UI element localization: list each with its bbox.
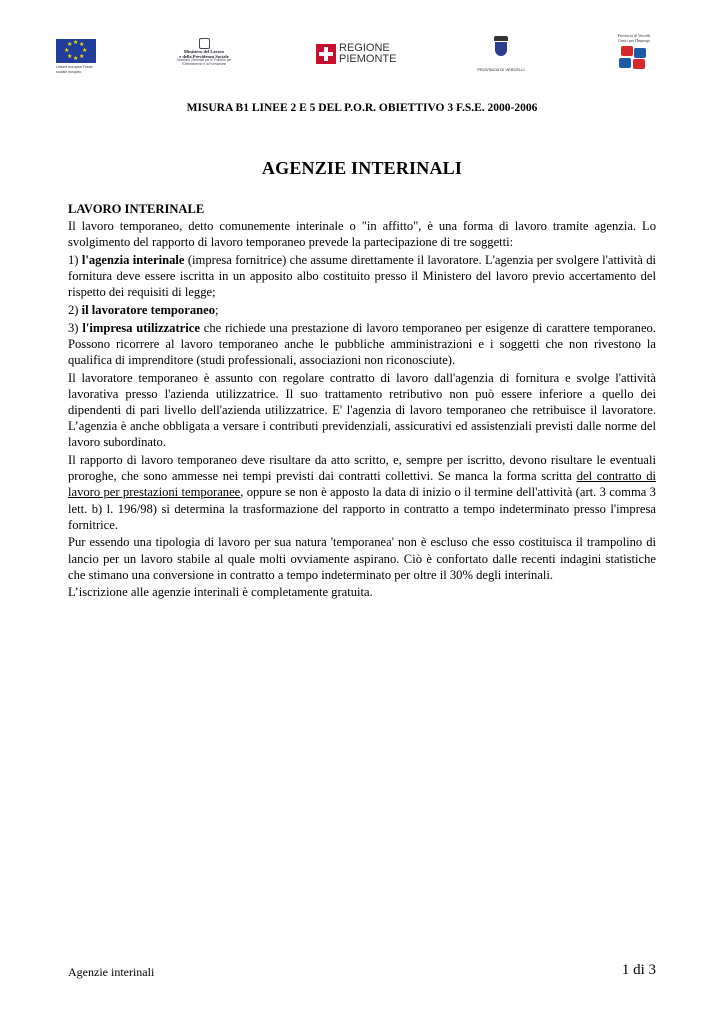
list-item-3 (68, 320, 656, 369)
paragraph: Pur essendo una tipologia di lavoro per sua natura 'temporanea' non è escluso che esso costituisca il trampolino di lancio per un lavoro stabile al quale molti ovviamente aspirano. Ciò è confortato dalle recenti indagini statistiche che stimano una conversione in contratto a tempo indeterminato per oltre il 30% degli interinali. (68, 535, 656, 582)
list-number: 3) (68, 320, 83, 335)
emblem-icon (199, 38, 210, 49)
ministero-logo (176, 38, 232, 74)
crest-icon (494, 36, 508, 60)
list-text: ; (215, 303, 219, 317)
paragraph-text: , oppure se non è apposto la data di inizio o il termine dell'attività (art. 3 comma 3 lett. b) l. 196/98) si determina la trasformazione del rapporto in contratto a tempo indeterminato presso l'impresa fornitrice. (68, 485, 656, 532)
ministero-name-2: e della Previdenza Sociale (179, 54, 229, 59)
regione-line2: PIEMONTE (339, 53, 397, 65)
page-title: AGENZIE INTERINALI (261, 158, 463, 178)
contract-link[interactable]: del contratto di lavoro per prestazioni temporanee (68, 469, 656, 500)
list-term: l'agenzia interinale (81, 253, 185, 267)
paragraph: L’iscrizione alle agenzie interinali è completamente gratuita. (68, 585, 373, 600)
list-text: (impresa fornitrice) che assume direttamente il lavoratore. L'agenzia per svolgere l'attività di fornitura deve essere iscritta in un apposito albo costituito presso il Ministero del lavoro previo accertamento del rispetto dei requisiti di legge; (68, 253, 656, 300)
section-heading: LAVORO INTERINALE (68, 202, 205, 216)
eu-flag-icon: ★ ★ ★ ★ ★ ★ ★ ★ (56, 39, 96, 63)
regione-line1: REGIONE (339, 42, 390, 54)
ministero-name: Ministero del Lavoro (183, 49, 225, 54)
paragraph-text: Il rapporto di lavoro temporaneo deve risultare da atto scritto, e, sempre per iscritto, devono risultare le eventuali proroghe, che sono ammesse nei tempi previsti dai contratti collettivi. Se manca la forma scritta (68, 453, 656, 484)
logo-bar (0, 34, 724, 84)
misura-header: MISURA B1 LINEE 2 E 5 DEL P.O.R. OBIETTIVO 3 F.S.E. 2000-2006 (186, 102, 538, 114)
puzzle-icon (619, 46, 649, 70)
provincia-vercelli-logo (470, 36, 532, 80)
list-text: che richiede una prestazione di lavoro temporaneo per esigenze di carattere temporaneo. Possono ricorrere al lavoro temporaneo anche le pubbliche amministrazioni e i soggetti che non rivestono la qualifica di imprenditore (studi professionali, associazioni non riconosciute). (68, 320, 656, 367)
paragraph: Il lavoro temporaneo, detto comunemente interinale o "in affitto", è una forma di lavoro tramite agenzia. Lo svolgimento del rapporto di lavoro temporaneo prevede la partecipazione di tre soggetti: (68, 219, 656, 250)
regione-name (339, 43, 396, 65)
cpi-caption-1: Provincia di Vercelli (617, 33, 651, 38)
eu-caption: Unione europea Fondo sociale europeo (56, 65, 93, 74)
cpi-caption-2: Centri per l'Impiego (617, 37, 651, 43)
paragraph (68, 452, 656, 533)
list-item-2 (68, 302, 656, 318)
page-number: 1 di 3 (621, 962, 656, 978)
document-body (68, 201, 656, 602)
list-number: 2) (68, 303, 82, 317)
footer-title: Agenzie interinali (68, 965, 155, 979)
ministero-direzione: Direzione Generale per le Politiche per l'Orientamento e la Formazione (176, 58, 232, 66)
paragraph: Il lavoratore temporaneo è assunto con regolare contratto di lavoro dall'agenzia di fornitura e svolge l'attività lavorativa presso l'azienda utilizzatrice. Il suo trattamento retributivo non può essere inferiore a quello dei dipendenti di pari livello dell'azienda utilizzatrice. E' l'agenzia di lavoro temporaneo che retribuisce il lavoratore. L’agenzia è anche obbligata a versare i contributi previdenziali, assicurativi ed assistenziali previsti dalle norme del lavoro subordinato. (68, 370, 656, 450)
regione-piemonte-logo (316, 43, 396, 67)
list-number: 1) (68, 253, 82, 267)
regione-cross-icon (316, 44, 336, 64)
provincia-caption: PROVINCIA DI VERCELLI (477, 67, 525, 72)
list-term: l'impresa utilizzatrice (82, 320, 200, 335)
list-term: il lavoratore temporaneo (81, 303, 216, 317)
eu-logo (56, 39, 96, 75)
centri-impiego-logo (612, 34, 656, 78)
list-item-1 (68, 252, 656, 301)
